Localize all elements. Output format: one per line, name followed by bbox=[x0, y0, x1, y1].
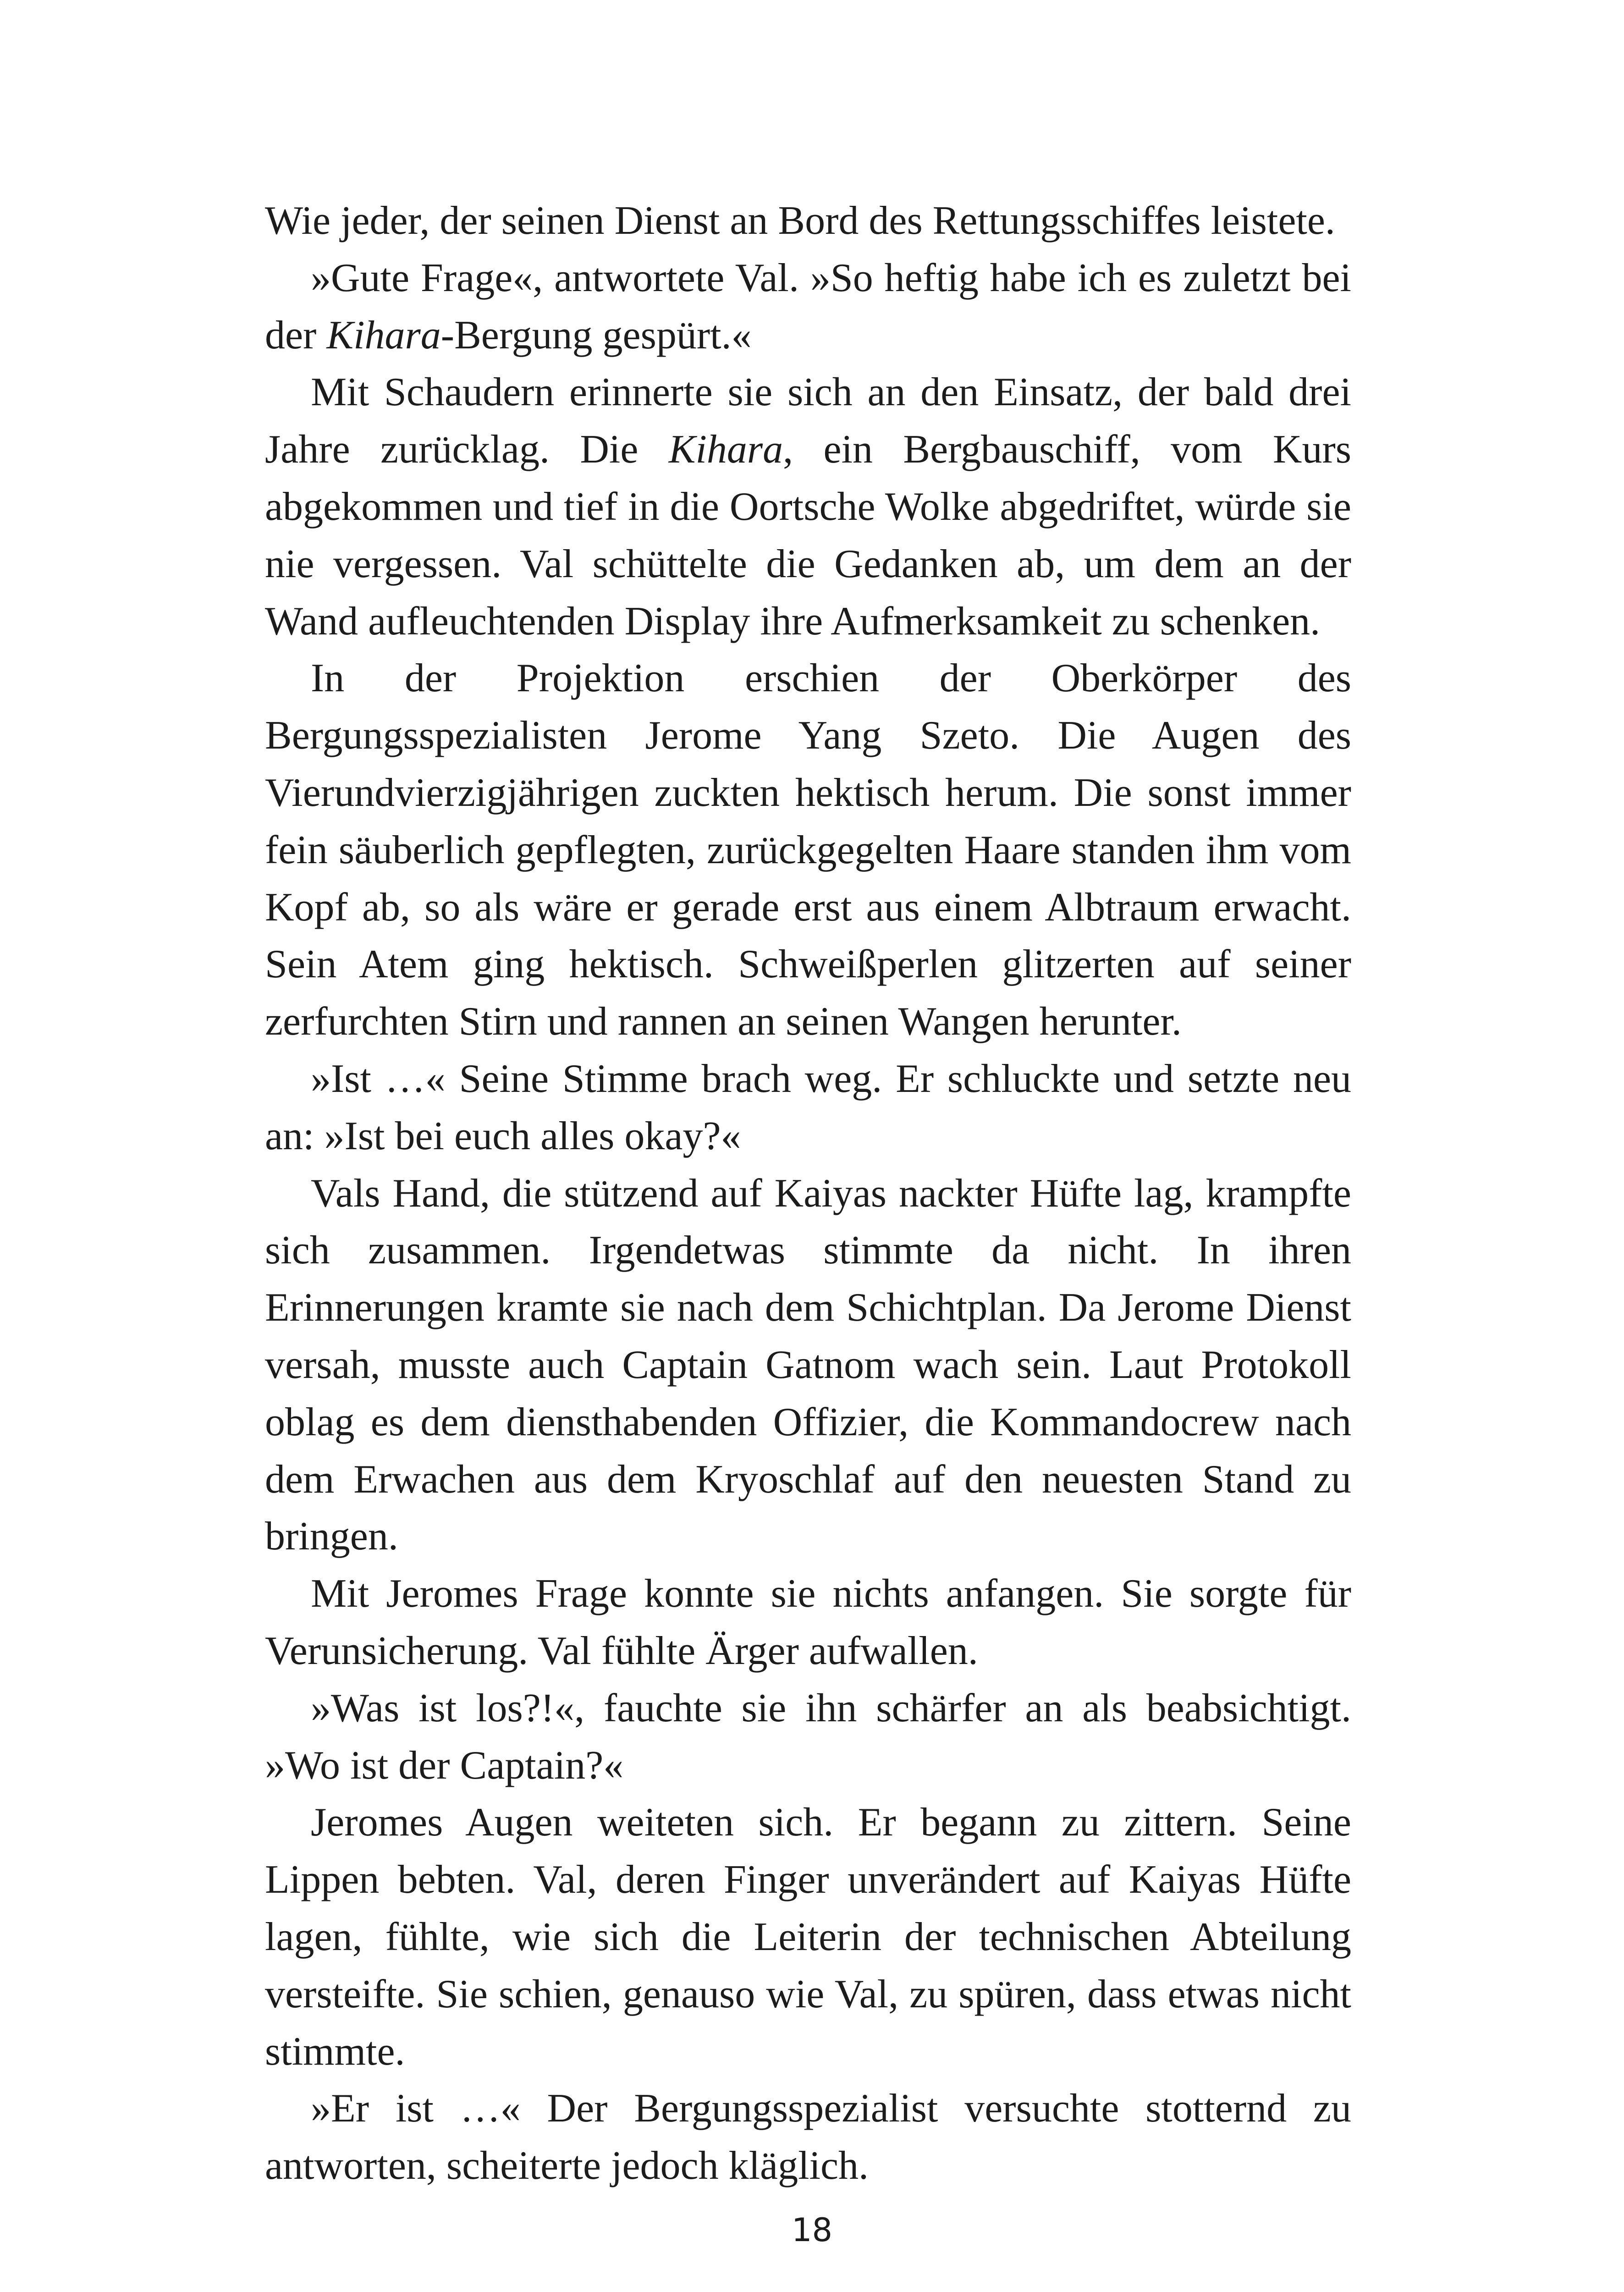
paragraph-text: , ein Bergbauschiff, vom Kurs abgekommen und tief in die Oortsche Wolke abgedriftet, würde sie nie vergessen. Val schüttelte die Gedanken ab, um dem an der Wand aufleuchtenden Display ihre Aufmerksamkeit zu schenken. bbox=[265, 427, 1352, 644]
paragraph-text: »Was ist los?!«, fauchte sie ihn schärfer an als beabsichtigt. »Wo ist der Captain?« bbox=[265, 1686, 1351, 1788]
paragraph-text: »Ist …« Seine Stimme brach weg. Er schluckte und setzte neu an: »Ist bei euch alles okay?« bbox=[265, 1056, 1351, 1158]
paragraph-text: Jeromes Augen weiteten sich. Er begann zu zittern. Seine Lippen bebten. Val, deren Finger unverändert auf Kaiyas Hüfte lagen, fühlte, wie sich die Leiterin der technischen Abteilung versteifte. Sie schien, genauso wie Val, zu spüren, dass etwas nicht stimmte. bbox=[265, 1800, 1351, 2074]
paragraph-text: »Er ist …« Der Bergungsspezialist versuchte stotternd zu antworten, scheiterte jedoch kläglich. bbox=[265, 2086, 1351, 2188]
paragraph-5 bbox=[265, 1051, 1351, 1165]
paragraph-text: Wie jeder, der seinen Dienst an Bord des Rettungsschiffes leistete. bbox=[265, 198, 1335, 243]
paragraph-10 bbox=[265, 2080, 1351, 2195]
paragraph-text: In der Projektion erschien der Oberkörper des Bergungsspezialisten Jerome Yang Szeto. Die Augen des Vierundvierzigjährigen zuckten hektisch herum. Die sonst immer fein säuberlich gepflegten, zurückgegelten Haare standen ihm vom Kopf ab, so als wäre er gerade erst aus einem Albtraum erwacht. Sein Atem ging hektisch. Schweißperlen glitzerten auf seiner zerfurchten Stirn und rannen an seinen Wangen herunter. bbox=[265, 656, 1351, 1044]
paragraph-text: »Gute Frage«, antwortete Val. »So heftig habe ich es zuletzt bei der bbox=[265, 255, 1351, 358]
paragraph-3 bbox=[265, 364, 1351, 650]
paragraph-1 bbox=[265, 193, 1351, 250]
ship-name-italic: Kihara bbox=[326, 313, 441, 358]
paragraph-6 bbox=[265, 1165, 1351, 1566]
paragraph-4 bbox=[265, 650, 1351, 1051]
paragraph-text: Vals Hand, die stützend auf Kaiyas nackter Hüfte lag, krampfte sich zusammen. Irgendetwas stimmte da nicht. In ihren Erinnerungen kramte sie nach dem Schichtplan. Da Jerome Dienst versah, musste auch Captain Gatnom wach sein. Laut Protokoll oblag es dem diensthabenden Offizier, die Kommandocrew nach dem Erwachen aus dem Kryoschlaf auf den neuesten Stand zu bringen. bbox=[265, 1171, 1351, 1559]
paragraph-text: -Bergung gespürt.« bbox=[440, 313, 752, 358]
paragraph-7 bbox=[265, 1565, 1351, 1680]
body-text bbox=[265, 193, 1351, 2195]
paragraph-text: Mit Jeromes Frage konnte sie nichts anfangen. Sie sorgte für Verunsicherung. Val fühlte Ärger aufwallen. bbox=[265, 1571, 1351, 1673]
paragraph-2 bbox=[265, 250, 1351, 364]
paragraph-9 bbox=[265, 1794, 1351, 2080]
paragraph-8 bbox=[265, 1680, 1351, 1795]
paragraph-text: Mit Schaudern erinnerte sie sich an den Einsatz, der bald drei Jahre zurücklag. Die bbox=[265, 370, 1351, 472]
ship-name-italic: Kihara bbox=[668, 427, 783, 472]
page-number: 18 bbox=[791, 2211, 833, 2249]
